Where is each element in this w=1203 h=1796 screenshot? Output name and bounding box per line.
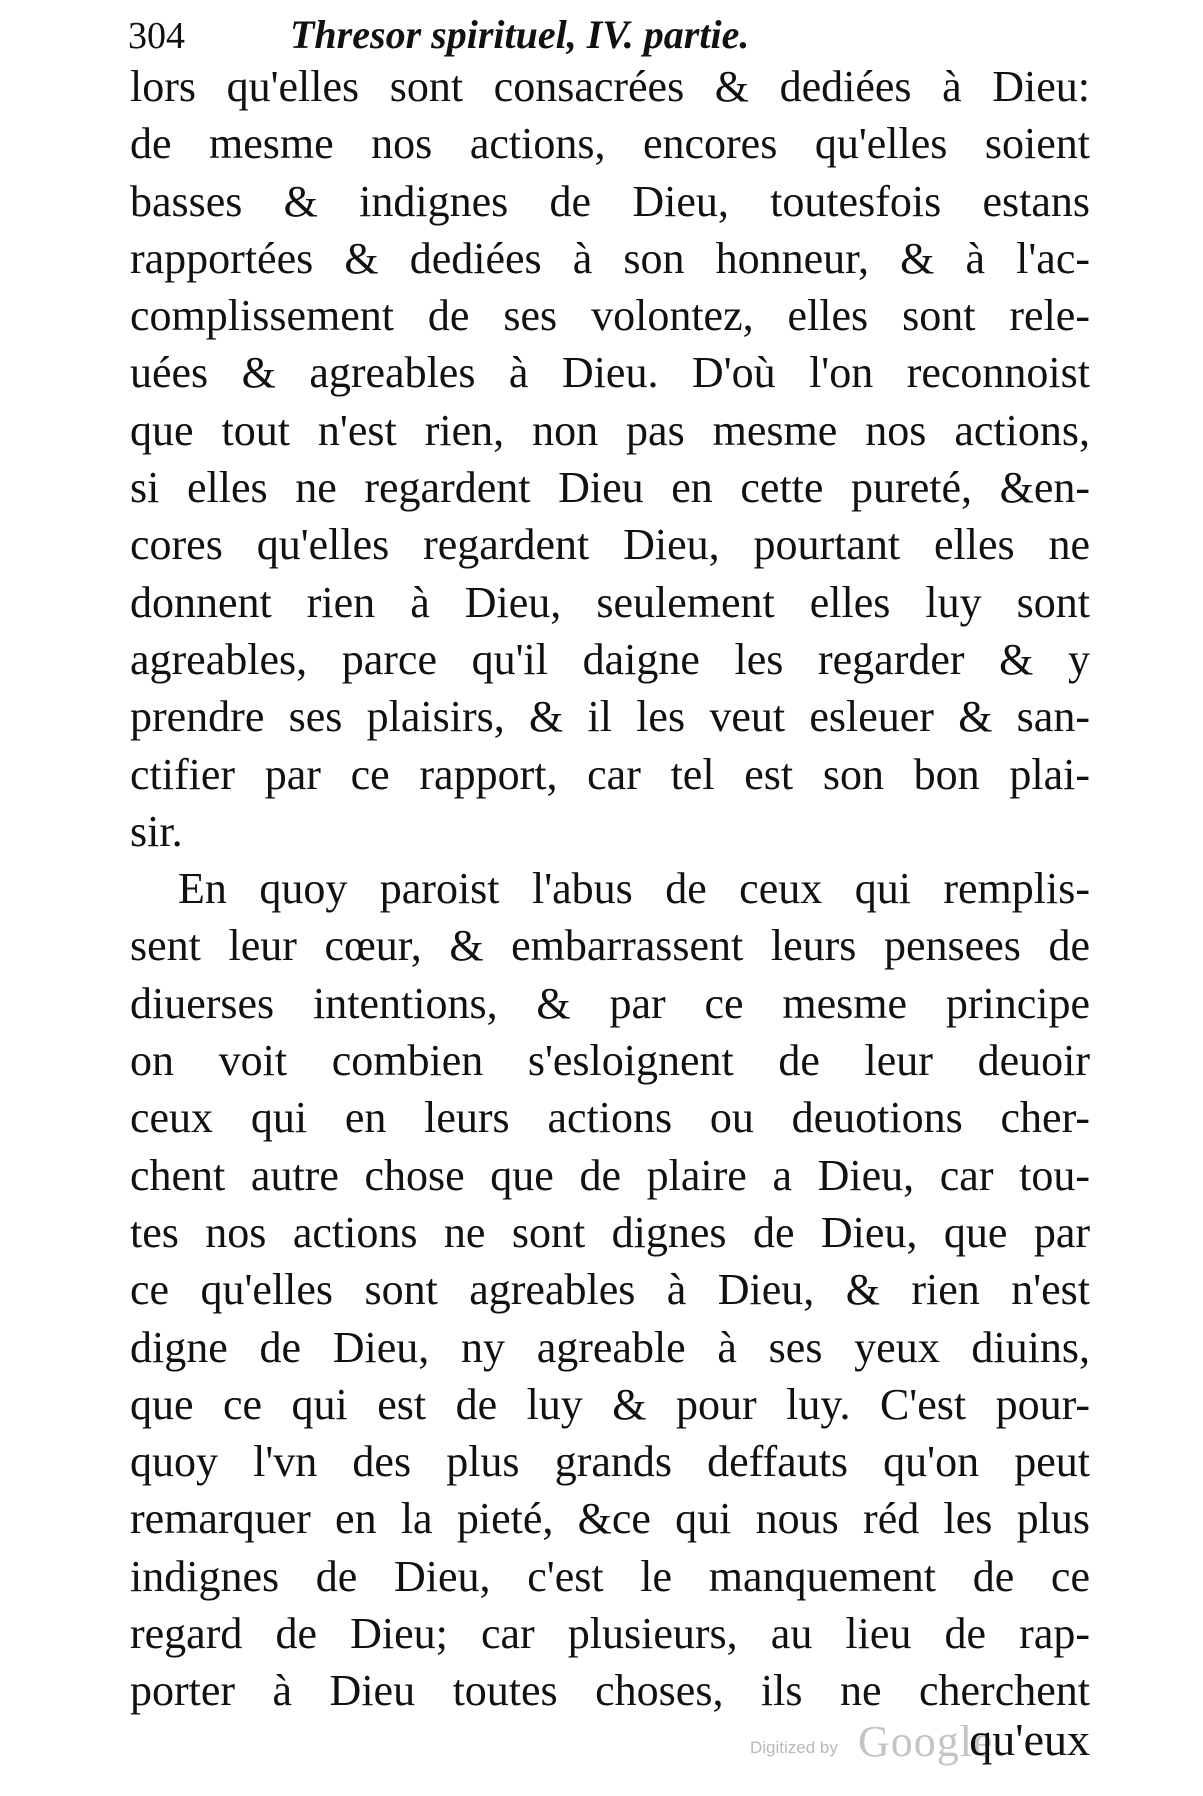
running-head [128, 10, 1088, 60]
text-line: ce qu'elles sont agreables à Dieu, & rien n'est [130, 1265, 1090, 1315]
text-line: agreables, parce qu'il daigne les regarder & y [130, 634, 1090, 684]
text-line: chent autre chose que de plaire a Dieu, car tou- [130, 1150, 1090, 1200]
text-line: remarquer en la pieté, &ce qui nous réd les plus [130, 1494, 1090, 1544]
digitized-by-label: Digitized by [750, 1738, 838, 1757]
text-line: ctifier par ce rapport, car tel est son bon plai- [130, 749, 1090, 799]
text-line: si elles ne regardent Dieu en cette pureté, &en- [130, 463, 1090, 513]
text-line: quoy l'vn des plus grands deffauts qu'on peut [130, 1437, 1090, 1487]
page-footer [130, 1708, 1090, 1778]
text-line: tes nos actions ne sont dignes de Dieu, que par [130, 1207, 1090, 1257]
text-line: rapportées & dediées à son honneur, & à l'ac- [130, 233, 1090, 283]
body-text [130, 58, 1090, 1720]
text-line: diuerses intentions, & par ce mesme principe [130, 978, 1090, 1028]
paragraph-start-line: En quoy paroist l'abus de ceux qui remplis- [178, 864, 1090, 914]
text-line: que ce qui est de luy & pour luy. C'est pour- [130, 1379, 1090, 1429]
text-line: on voit combien s'esloignent de leur deuoir [130, 1036, 1090, 1086]
text-line: complissement de ses volontez, elles sont rele- [130, 291, 1090, 341]
text-line: cores qu'elles regardent Dieu, pourtant elles ne [130, 520, 1090, 570]
page-number: 304 [128, 15, 185, 57]
text-line: lors qu'elles sont consacrées & dediées à Dieu: [130, 62, 1090, 111]
text-line: ceux qui en leurs actions ou deuotions cher- [130, 1093, 1090, 1143]
catchword: qu'eux [969, 1714, 1090, 1765]
text-line: prendre ses plaisirs, & il les veut esleuer & san- [130, 692, 1090, 742]
text-line: sir. [130, 806, 183, 856]
text-line: que tout n'est rien, non pas mesme nos actions, [130, 405, 1090, 455]
text-line: de mesme nos actions, encores qu'elles soient [130, 119, 1090, 169]
text-line: donnent rien à Dieu, seulement elles luy sont [130, 577, 1090, 627]
running-title: Thresor spirituel, IV. partie. [290, 12, 750, 57]
text-line: sent leur cœur, & embarrassent leurs pensees de [130, 921, 1090, 971]
text-line: digne de Dieu, ny agreable à ses yeux diuins, [130, 1322, 1090, 1372]
text-line: uées & agreables à Dieu. D'où l'on reconnoist [130, 348, 1090, 398]
text-line: basses & indignes de Dieu, toutesfois estans [130, 176, 1090, 226]
google-watermark: Google [858, 1717, 994, 1766]
text-line: regard de Dieu; car plusieurs, au lieu de rap- [130, 1609, 1090, 1659]
text-line: indignes de Dieu, c'est le manquement de ce [130, 1551, 1090, 1601]
text-line: porter à Dieu toutes choses, ils ne cherchent [130, 1666, 1090, 1716]
